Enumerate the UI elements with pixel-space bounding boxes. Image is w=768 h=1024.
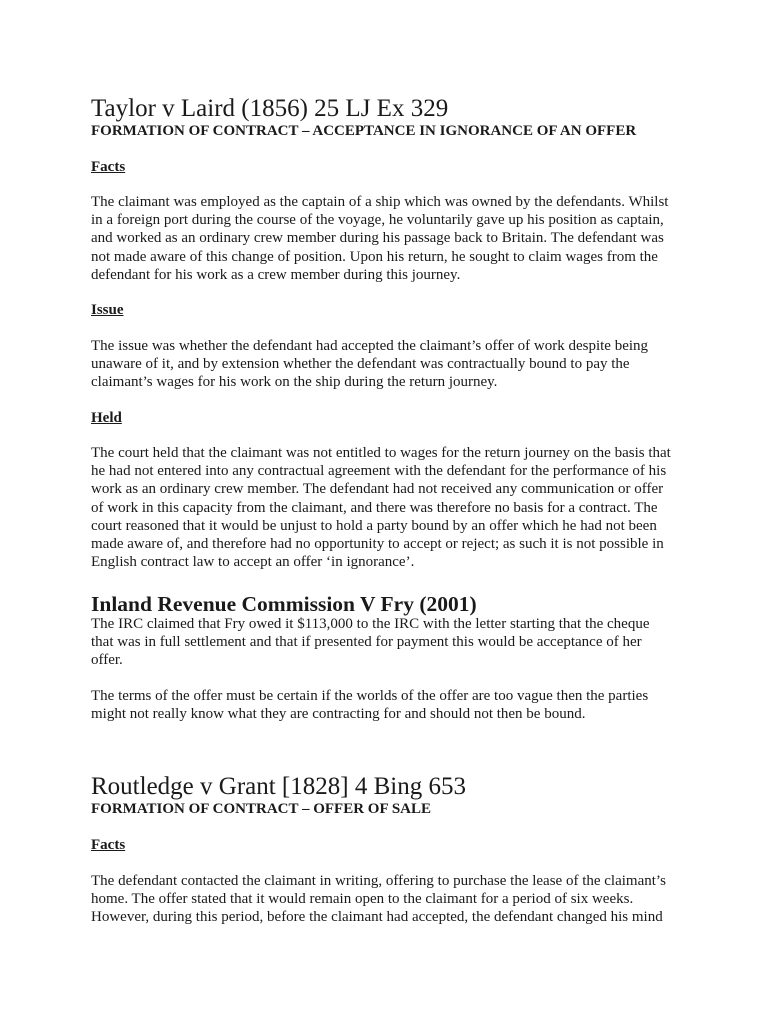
text-line: home. The offer stated that it would remain open to the claimant for a period of six weeks. [91, 891, 634, 908]
text-line: However, during this period, before the claimant had accepted, the defendant changed his mind [91, 909, 663, 926]
issue-paragraph [91, 337, 648, 392]
text-line: English contract law to accept an offer ‘in ignorance’. [91, 554, 415, 571]
section-heading-held: Held [91, 410, 122, 426]
text-line: offer. [91, 652, 123, 669]
text-line: claimant’s wages for his work on the ship during the return journey. [91, 374, 498, 391]
held-paragraph [91, 444, 671, 571]
text-line: not made aware of this change of position. Upon his return, he sought to claim wages from the [91, 248, 658, 265]
body-paragraph [91, 687, 648, 723]
body-paragraph [91, 615, 650, 670]
text-line: and worked as an ordinary crew member during his passage back to Britain. The defendant was [91, 230, 664, 247]
facts-paragraph [91, 872, 666, 927]
text-line: unaware of it, and by extension whether the defendant was contractually bound to pay the [91, 356, 630, 373]
section-heading-facts: Facts [91, 159, 126, 175]
text-line: that was in full settlement and that if presented for payment this would be acceptance of her [91, 634, 642, 651]
section-heading-issue: Issue [91, 302, 124, 318]
text-line: he had not entered into any contractual agreement with the defendant for the performance of his [91, 463, 667, 480]
text-line: The issue was whether the defendant had accepted the claimant’s offer of work despite being [91, 338, 649, 354]
text-line: The court held that the claimant was not entitled to wages for the return journey on the basis that [91, 445, 671, 461]
section-heading-facts: Facts [91, 837, 126, 853]
text-line: The defendant contacted the claimant in writing, offering to purchase the lease of the claimant’s [91, 873, 666, 889]
case-subtitle-routledge-v-grant: FORMATION OF CONTRACT – OFFER OF SALE [91, 801, 432, 817]
case-title-taylor-v-laird: Taylor v Laird (1856) 25 LJ Ex 329 [91, 95, 449, 122]
text-line: The terms of the offer must be certain if the worlds of the offer are too vague then the parties [91, 688, 649, 704]
text-line: in a foreign port during the course of the voyage, he voluntarily gave up his position as captain, [91, 212, 664, 229]
facts-paragraph [91, 193, 668, 284]
text-line: The IRC claimed that Fry owed it $113,000 to the IRC with the letter starting that the cheque [91, 616, 650, 632]
case-subtitle-taylor-v-laird: FORMATION OF CONTRACT – ACCEPTANCE IN IGNORANCE OF AN OFFER [91, 123, 637, 139]
text-line: might not really know what they are contracting for and should not then be bound. [91, 706, 586, 723]
case-title-routledge-v-grant: Routledge v Grant [1828] 4 Bing 653 [91, 773, 466, 800]
text-line: made aware of, and therefore had no opportunity to accept or reject; as such it is not possible in [91, 536, 664, 553]
text-line: work as an ordinary crew member. The defendant had not received any communication or offer [91, 481, 664, 498]
text-line: court reasoned that it would be unjust to hold a party bound by an offer which he had not been [91, 517, 657, 534]
text-line: defendant for his work as a crew member during this journey. [91, 266, 461, 283]
case-title-irc-v-fry: Inland Revenue Commission V Fry (2001) [91, 592, 477, 616]
text-line: The claimant was employed as the captain of a ship which was owned by the defendants. Whilst [91, 194, 669, 210]
text-line: of work in this capacity from the claimant, and there was therefore no basis for a contract. The [91, 499, 658, 516]
